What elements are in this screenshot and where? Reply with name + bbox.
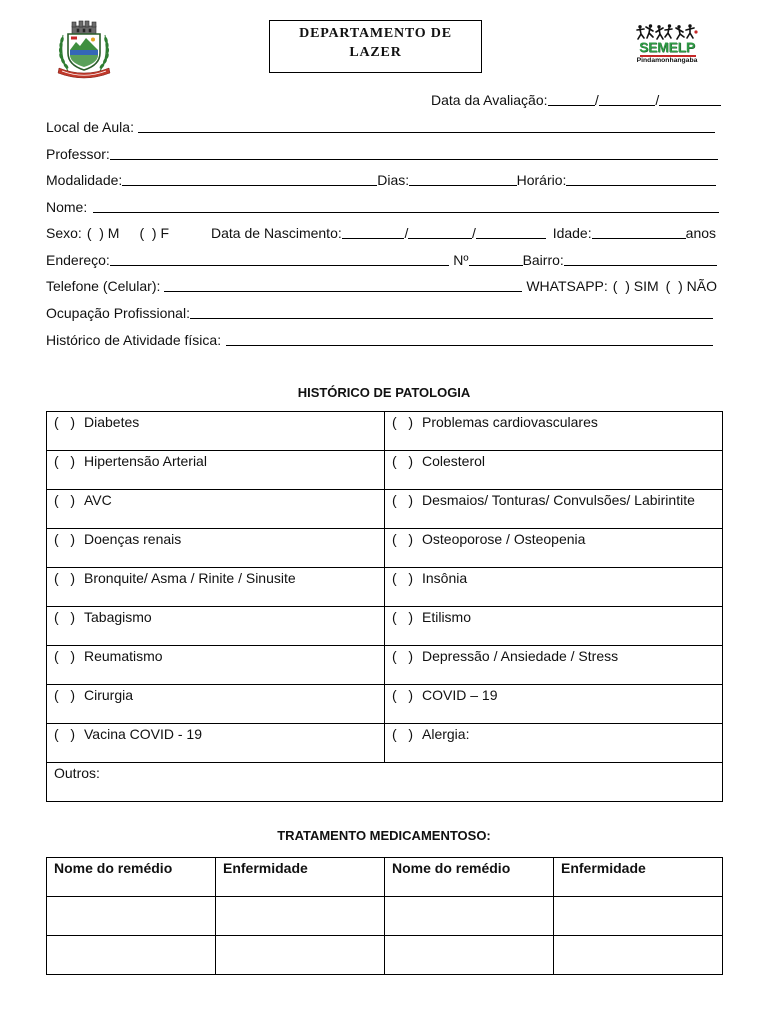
pathology-option-label: Problemas cardiovasculares: [422, 414, 598, 430]
pathology-cell: [47, 451, 385, 490]
medicine-name-header: Nome do remédio: [385, 858, 554, 897]
pathology-row: [47, 607, 723, 646]
whatsapp-label: WHATSAPP:: [526, 278, 608, 294]
date-separator: /: [655, 92, 660, 108]
date-separator: /: [404, 225, 409, 241]
name-blank: [93, 212, 719, 213]
pathology-cell: [385, 646, 723, 685]
activity-history-label: Histórico de Atividade física:: [46, 332, 222, 348]
age-unit: anos: [685, 225, 717, 241]
class-location-row: [46, 119, 715, 135]
pathology-option-label: Insônia: [422, 570, 468, 586]
pathology-row: [47, 646, 723, 685]
checkbox-mark: ( ): [54, 609, 75, 625]
teacher-label: Professor:: [46, 146, 110, 162]
number-blank: [469, 265, 523, 266]
activity-history-row: [46, 332, 713, 348]
evaluation-month-blank: [599, 105, 656, 106]
pathology-option-label: Etilismo: [422, 609, 472, 625]
semelp-logo-name: SEMELP: [639, 39, 695, 55]
semelp-logo-city: Pindamonhangaba: [636, 57, 698, 64]
checkbox-mark: ( ): [54, 453, 75, 469]
department-title-line-2: LAZER: [349, 45, 402, 60]
department-title-line-1: DEPARTAMENTO DE: [299, 26, 452, 41]
pathology-option-label: Cirurgia: [84, 687, 134, 703]
medication-cell: [47, 897, 216, 936]
checkbox-mark: ( ): [54, 531, 75, 547]
pathology-cell: [385, 568, 723, 607]
whatsapp-no-option: ( ) NÃO: [665, 278, 717, 294]
pathology-row: [47, 412, 723, 451]
teacher-blank: [110, 159, 718, 160]
whatsapp-yes-option: ( ) SIM: [612, 278, 659, 294]
pathology-option-label: COVID – 19: [422, 687, 498, 703]
pathology-option-label: Tabagismo: [84, 609, 152, 625]
evaluation-date-row: [431, 92, 721, 108]
pathology-cell: [47, 412, 385, 451]
occupation-row: [46, 305, 713, 321]
pathology-option-label: Vacina COVID - 19: [84, 726, 203, 742]
pathology-cell: [47, 646, 385, 685]
checkbox-mark: ( ): [392, 570, 413, 586]
pathology-option-label: Bronquite/ Asma / Rinite / Sinusite: [84, 570, 296, 586]
pathology-option-label: AVC: [84, 492, 112, 508]
pathology-section-title: HISTÓRICO DE PATOLOGIA: [297, 385, 471, 400]
pathology-cell: [47, 607, 385, 646]
checkbox-mark: ( ): [392, 492, 413, 508]
pathology-cell: [47, 685, 385, 724]
pathology-others-cell: [47, 763, 723, 802]
municipal-coat-of-arms-icon: [51, 20, 117, 82]
pathology-option-label: Osteoporose / Osteopenia: [422, 531, 586, 547]
phone-label: Telefone (Celular):: [46, 278, 161, 294]
pathology-row: [47, 490, 723, 529]
date-separator: /: [472, 225, 476, 241]
sex-male-option: ( ) M: [86, 225, 120, 241]
age-label: Idade:: [552, 225, 592, 241]
pathology-table: [46, 411, 723, 802]
checkbox-mark: ( ): [392, 609, 413, 625]
pathology-cell: [385, 412, 723, 451]
pathology-option-label: Depressão / Ansiedade / Stress: [422, 648, 619, 664]
pathology-row: [47, 529, 723, 568]
pathology-row: [47, 724, 723, 763]
department-title-box: [269, 20, 482, 73]
evaluation-date-label: Data da Avaliação:: [431, 92, 548, 108]
evaluation-day-blank: [548, 105, 595, 106]
name-label: Nome:: [46, 199, 88, 215]
birth-month-blank: [408, 238, 472, 239]
birth-year-blank: [476, 238, 546, 239]
checkbox-mark: ( ): [392, 726, 413, 742]
class-location-blank: [138, 132, 715, 133]
sex-label: Sexo:: [46, 225, 82, 241]
teacher-row: [46, 146, 718, 162]
checkbox-mark: ( ): [54, 414, 75, 430]
modality-label: Modalidade:: [46, 172, 123, 188]
age-blank: [592, 238, 686, 239]
pathology-row: [47, 685, 723, 724]
pathology-cell: [385, 607, 723, 646]
address-blank: [110, 265, 449, 266]
medication-table: [46, 857, 723, 975]
pathology-cell: [47, 568, 385, 607]
checkbox-mark: ( ): [392, 453, 413, 469]
pathology-option-label: Desmaios/ Tonturas/ Convulsões/ Labirintite: [422, 492, 695, 508]
checkbox-mark: ( ): [54, 492, 75, 508]
pathology-option-label: Colesterol: [422, 453, 486, 469]
illness-header: Enfermidade: [216, 858, 385, 897]
pathology-row: [47, 451, 723, 490]
checkbox-mark: ( ): [54, 648, 75, 664]
activity-history-blank: [226, 345, 713, 346]
checkbox-mark: ( ): [54, 687, 75, 703]
phone-row: [46, 278, 717, 294]
medication-cell: [216, 936, 385, 975]
pathology-cell: [385, 724, 723, 763]
pathology-option-label: Hipertensão Arterial: [84, 453, 207, 469]
others-label: Outros:: [54, 765, 100, 781]
pathology-option-label: Reumatismo: [84, 648, 163, 664]
pathology-cell: [385, 685, 723, 724]
occupation-label: Ocupação Profissional:: [46, 305, 190, 321]
occupation-blank: [190, 318, 713, 319]
pathology-cell: [47, 724, 385, 763]
checkbox-mark: ( ): [392, 531, 413, 547]
neighborhood-blank: [564, 265, 717, 266]
medication-cell: [216, 897, 385, 936]
schedule-blank: [566, 185, 716, 186]
medication-row: [47, 936, 723, 975]
mural-crown: [72, 21, 96, 34]
name-row: [46, 199, 719, 215]
medication-header-row: [47, 858, 723, 897]
checkbox-mark: ( ): [392, 648, 413, 664]
sex-female-option: ( ) F: [139, 225, 170, 241]
medication-section-title: TRATAMENTO MEDICAMENTOSO:: [277, 828, 491, 843]
checkbox-mark: ( ): [392, 687, 413, 703]
medication-cell: [554, 936, 723, 975]
pathology-option-label: Alergia:: [422, 726, 470, 742]
medicine-name-header: Nome do remédio: [47, 858, 216, 897]
athletes-silhouettes-icon: [634, 24, 700, 40]
semelp-logo: [634, 24, 700, 68]
days-label: Dias:: [377, 172, 410, 188]
medication-row: [47, 897, 723, 936]
modality-blank: [122, 185, 377, 186]
pathology-row: [47, 568, 723, 607]
medication-cell: [385, 936, 554, 975]
date-separator: /: [594, 92, 599, 108]
medication-cell: [47, 936, 216, 975]
birth-day-blank: [342, 238, 405, 239]
number-label: Nº: [453, 252, 469, 268]
schedule-label: Horário:: [516, 172, 567, 188]
pathology-cell: [385, 451, 723, 490]
pathology-cell: [385, 490, 723, 529]
pathology-others-row: [47, 763, 723, 802]
birth-date-label: Data de Nascimento:: [211, 225, 342, 241]
medication-cell: [554, 897, 723, 936]
checkbox-mark: ( ): [54, 726, 75, 742]
pathology-cell: [385, 529, 723, 568]
modality-row: [46, 172, 716, 188]
phone-blank: [164, 291, 522, 292]
days-blank: [409, 185, 516, 186]
evaluation-year-blank: [659, 105, 721, 106]
checkbox-mark: ( ): [392, 414, 413, 430]
class-location-label: Local de Aula:: [46, 119, 134, 135]
pathology-option-label: Diabetes: [84, 414, 140, 430]
neighborhood-label: Bairro:: [522, 252, 564, 268]
sex-birth-age-row: [46, 225, 716, 241]
pathology-option-label: Doenças renais: [84, 531, 182, 547]
address-row: [46, 252, 717, 268]
pathology-cell: [47, 490, 385, 529]
illness-header: Enfermidade: [554, 858, 723, 897]
medication-cell: [385, 897, 554, 936]
checkbox-mark: ( ): [54, 570, 75, 586]
pathology-cell: [47, 529, 385, 568]
address-label: Endereço:: [46, 252, 110, 268]
